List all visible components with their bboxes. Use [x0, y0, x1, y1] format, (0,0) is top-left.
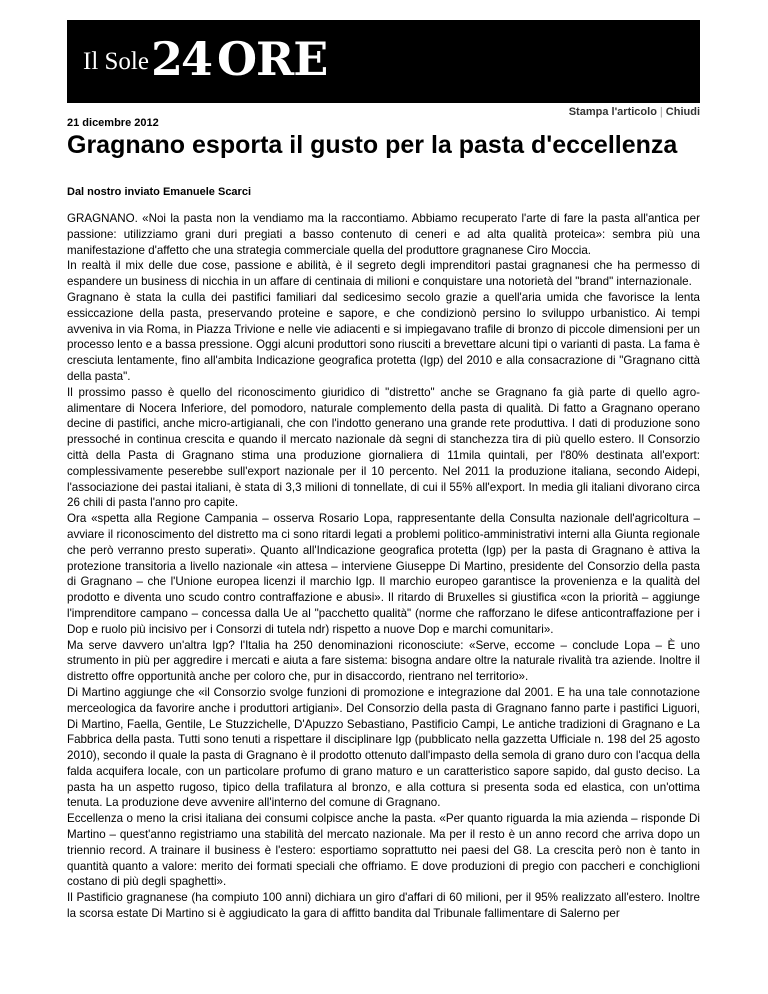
article-toolbar	[569, 106, 700, 118]
article-byline: Dal nostro inviato Emanuele Scarci	[67, 186, 252, 198]
article-paragraph: Ora «spetta alla Regione Campania – osserva Rosario Lopa, rappresentante della Consulta nazionale dell'agricoltura – avviare il riconoscimento del distretto ma ci sono ritardi legati a problemi politico-amministrativi interni alla Giunta regionale che però verranno presto superati». Quanto all'Indicazione geografica protetta (Igp) per la pasta di Gragnano è attiva la protezione transitoria a livello nazionale «in attesa – interviene Giuseppe Di Martino, presidente del Consorzio della pasta di Gragnano – che l'Unione europea licenzi il marchio Igp. Il marchio europeo garantisce la provenienza e la qualità del prodotto e diventa uno scudo contro contraffazione e abusi». Il ritardo di Bruxelles si giustifica «con la priorità – aggiunge l'imprenditore campano – concessa dalla Ue al "pacchetto qualità" (norme che rafforzano le difese anticontraffazione per i Dop e ruolo più incisivo per i Consorzi di tutela ndr) rispetto a nuove Dop e marchi comunitari».	[67, 512, 700, 636]
logo-text-ore: ORE	[216, 32, 328, 86]
article-title: Gragnano esporta il gusto per la pasta d'eccellenza	[67, 131, 678, 159]
article-paragraph: Ma serve davvero un'altra Igp? l'Italia ha 250 denominazioni riconosciute: «Serve, eccome – conclude Lopa – È uno strumento in più per aggredire i mercati e aiuta a fare sistema: bisogna andare oltre la naturale rivalità tra aziende. Inoltre il distretto offre opportunità anche per coloro che, pur in disaccordo, rientrano nel territorio».	[67, 638, 700, 684]
article-body	[67, 211, 700, 922]
logo-text-il-sole: Il Sole	[83, 48, 149, 75]
article-paragraph: Il prossimo passo è quello del riconoscimento giuridico di "distretto" anche se Gragnano fa già parte di quello agro-alimentare di Nocera Inferiore, del pomodoro, naturale complemento della pasta di qualità. Di fatto a Gragnano operano decine di pastifici, anche micro-artigianali, che con l'indotto generano una grande rete produttiva. I dati di produzione sono pressoché in continua crescita e quando il mercato nazionale dà segni di stanchezza tira di più quello estero. Il Consorzio città della Pasta di Gragnano stima una produzione giornaliera di 11mila quintali, per l'80% destinata all'export: complessivamente peserebbe sull'export nazionale per il 10 percento. Nel 2011 la produzione italiana, secondo Aidepi, l'associazione dei pastai italiani, è stata di 3,3 milioni di tonnellate, di cui il 55% all'export. In media gli italiani divorano circa 26 chili di pasta l'anno pro capite.	[67, 385, 700, 510]
logo-text-24: 24	[150, 32, 211, 86]
article-paragraph: Eccellenza o meno la crisi italiana dei consumi colpisce anche la pasta. «Per quanto riguarda la mia azienda – risponde Di Martino – quest'anno registriamo una stabilità del mercato nazionale. Ma per il resto è un anno record che arriva dopo un triennio record. A trainare il business è l'estero: esportiamo soprattutto nei paesi del G8. La crescita però non è tanto in quantità quanto a valore: merito dei formati speciali che offriamo. E dove produzioni di pregio con paccheri e conchiglioni costano di più degli spaghetti».	[67, 812, 700, 889]
toolbar-separator: |	[659, 106, 663, 118]
article-paragraph: Di Martino aggiunge che «il Consorzio svolge funzioni di promozione e integrazione dal 2001. E ha una tale connotazione merceologica da favorire anche i produttori artigiani». Del Consorzio della pasta di Gragnano fanno parte i pastifici Liguori, Di Martino, Faella, Gentile, Le Stuzzichelle, D'Apuzzo Sebastiano, Pastificio Campi, Le antiche tradizioni di Gragnano e La Fabbrica della pasta. Tutti sono tenuti a rispettare il disciplinare Igp (pubblicato nella gazzetta Ufficiale n. 198 del 25 agosto 2010), secondo il quale la pasta di Gragnano è il prodotto ottenuto dall'impasto della semola di grano duro con l'acqua della falda acquifera locale, con un particolare profumo di grano maturo e un caratteristico sapore sapido, dal gusto deciso. La pasta ha un aspetto rugoso, tipico della trafilatura al bronzo, e alla cottura si presenta soda ed elastica, con un'ottima tenuta. La produzione deve avvenire all'interno del comune di Gragnano.	[67, 685, 700, 810]
article-paragraph: In realtà il mix delle due cose, passione e abilità, è il segreto degli imprenditori pastai gragnanesi che ha permesso di espandere un business di nicchia in un affare di centinaia di milioni e conquistare una notorietà del "brand" internazionale.	[67, 259, 700, 289]
print-article-link[interactable]: Stampa l'articolo	[568, 106, 657, 118]
masthead	[67, 20, 700, 103]
article-paragraph: Gragnano è stata la culla dei pastifici familiari dal sedicesimo secolo grazie a quell'aria umida che favorisce la lenta essiccazione della pasta, preservando proteine e sapore, e che condizionò persino lo sviluppo urbanistico. Ai tempi avveniva in via Roma, in Piazza Trivione e nelle vie adiacenti e si impiegavano trafile di bronzo di piccole dimensioni per un processo lento e a bassa pressione. Oggi alcuni produttori sono riusciti a brevettare alcuni tipi o varianti di pasta. La fama è cresciuta lentamente, fino all'ambita Indicazione geografica protetta (Igp) del 2010 e alla consacrazione di "Gragnano città della pasta".	[67, 290, 700, 383]
article-paragraph: GRAGNANO. «Noi la pasta non la vendiamo ma la raccontiamo. Abbiamo recuperato l'arte di fare la pasta all'antica per passione: utilizziamo grani duri pregiati a basso contenuto di ceneri e ad alta qualità proteica»: sembra più una manifestazione d'affetto che una strategia commerciale quella del produttore gragnanese Ciro Moccia.	[67, 212, 700, 257]
article-date: 21 dicembre 2012	[67, 117, 159, 129]
article-paragraph: Il Pastificio gragnanese (ha compiuto 100 anni) dichiara un giro d'affari di 60 milioni, per il 95% realizzato all'estero. Inoltre la scorsa estate Di Martino si è aggiudicato la gara di affitto bandita dal Tribunale fallimentare di Salerno per	[67, 891, 700, 921]
close-link[interactable]: Chiudi	[665, 106, 700, 118]
newspaper-logo	[83, 32, 327, 86]
